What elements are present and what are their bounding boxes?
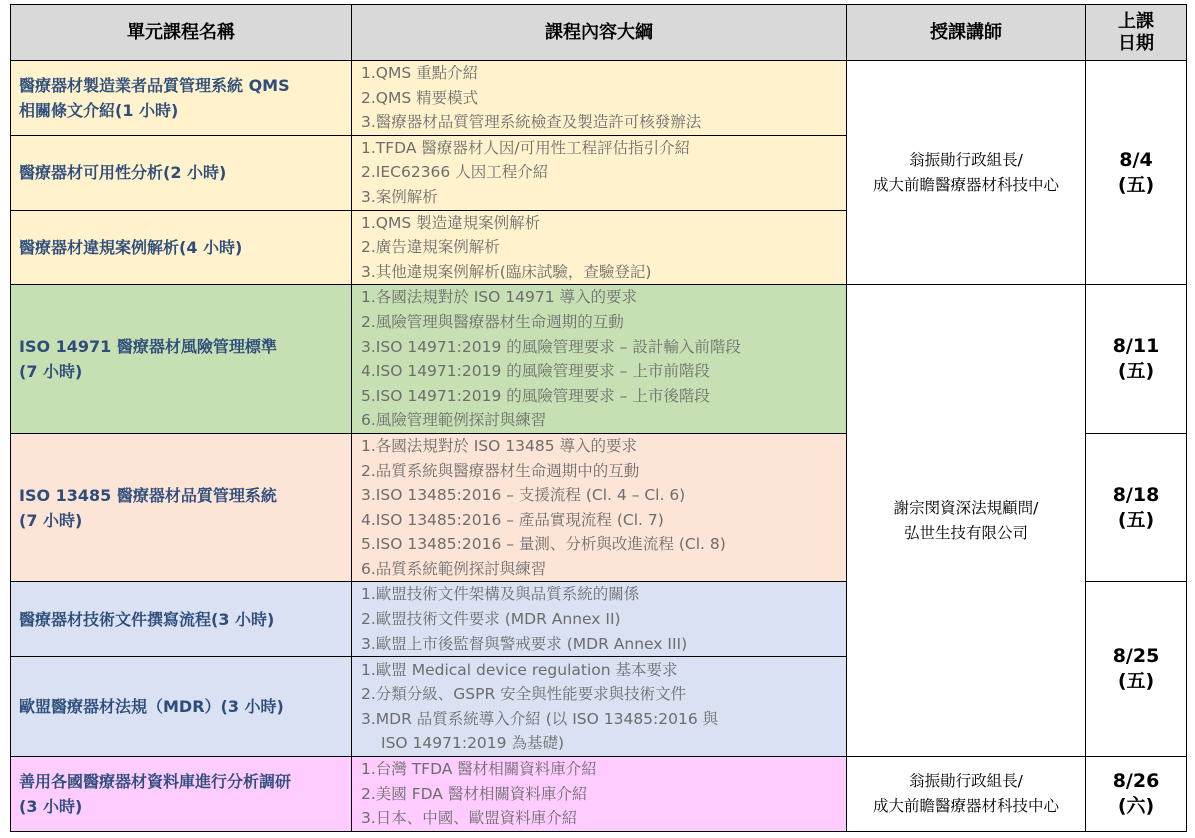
outline-item: 1.QMS 重點介紹 (361, 64, 479, 82)
course-name: ISO 13485 醫療器材品質管理系統 (7 小時) (11, 433, 352, 582)
outline-item: 3.案例解析 (361, 187, 438, 206)
table-row (11, 61, 1187, 136)
table-row (11, 285, 1187, 434)
lecturer-cell: 謝宗閔資深法規顧問/ 弘世生技有限公司 (847, 285, 1086, 757)
outline-item: 5.ISO 13485:2016 – 量測、分析與改進流程 (Cl. 8) (361, 535, 726, 554)
outline-item: 6.風險管理範例探討與練習 (361, 411, 547, 430)
outline-item: 2.IEC62366 人因工程介紹 (361, 163, 549, 182)
outline-item: 3.歐盟上市後監督與警戒要求 (MDR Annex III) (361, 634, 688, 653)
outline-item: 3.ISO 14971:2019 的風險管理要求 – 設計輸入前階段 (361, 337, 741, 356)
course-outline (352, 61, 847, 136)
date-cell: 8/4 (五) (1086, 61, 1187, 285)
date-cell: 8/18 (五) (1086, 433, 1187, 582)
outline-item: 2.分類分級、GSPR 安全與性能要求與技術文件 (361, 685, 687, 704)
course-name: 醫療器材製造業者品質管理系統 QMS 相關條文介紹(1 小時) (11, 61, 352, 136)
outline-item: 1.台灣 TFDA 醫材相關資料庫介紹 (361, 760, 597, 779)
header-date: 上課 日期 (1086, 5, 1187, 61)
course-outline (352, 757, 847, 832)
course-outline (352, 433, 847, 582)
header-lecturer: 授課講師 (847, 5, 1086, 61)
lecturer-cell: 翁振勛行政組長/ 成大前瞻醫療器材科技中心 (847, 61, 1086, 285)
outline-item: 1.QMS 製造違規案例解析 (361, 213, 541, 232)
course-name: 醫療器材可用性分析(2 小時) (11, 135, 352, 210)
lecturer-cell: 翁振勛行政組長/ 成大前瞻醫療器材科技中心 (847, 757, 1086, 832)
course-outline (352, 582, 847, 657)
outline-item: 3.其他違規案例解析(臨床試驗，查驗登記) (361, 262, 652, 281)
date-cell: 8/11 (五) (1086, 285, 1187, 434)
course-outline (352, 135, 847, 210)
outline-item: 4.ISO 13485:2016 – 產品實現流程 (Cl. 7) (361, 510, 664, 529)
outline-item: 2.品質系統與醫療器材生命週期中的互動 (361, 461, 640, 480)
course-name: 善用各國醫療器材資料庫進行分析調研 (3 小時) (11, 757, 352, 832)
course-name: 醫療器材違規案例解析(4 小時) (11, 210, 352, 285)
outline-item: 2.歐盟技術文件要求 (MDR Annex II) (361, 610, 621, 629)
course-name: ISO 14971 醫療器材風險管理標準 (7 小時) (11, 285, 352, 434)
outline-item: 1.各國法規對於 ISO 14971 導入的要求 (361, 288, 637, 307)
outline-item: 2.廣告違規案例解析 (361, 238, 500, 257)
outline-item: 1.各國法規對於 ISO 13485 導入的要求 (361, 436, 637, 455)
header-course-name: 單元課程名稱 (11, 5, 352, 61)
date-cell: 8/26 (六) (1086, 757, 1187, 832)
header-course-outline: 課程內容大綱 (352, 5, 847, 61)
outline-item: 3.ISO 13485:2016 – 支援流程 (Cl. 4 – Cl. 6) (361, 486, 686, 505)
outline-item: 4.ISO 14971:2019 的風險管理要求 – 上市前階段 (361, 362, 710, 381)
course-outline (352, 210, 847, 285)
course-name: 歐盟醫療器材法規（MDR）(3 小時) (11, 657, 352, 757)
outline-item: 2.美國 FDA 醫材相關資料庫介紹 (361, 784, 588, 803)
outline-item: 5.ISO 14971:2019 的風險管理要求 – 上市後階段 (361, 386, 710, 405)
outline-item: 3.日本、中國、歐盟資料庫介紹 (361, 809, 578, 828)
outline-item: 2.QMS 精要模式 (361, 88, 479, 107)
header-row (11, 5, 1187, 61)
outline-item: 1.歐盟技術文件架構及與品質系統的關係 (361, 585, 640, 604)
course-outline (352, 285, 847, 434)
outline-item: 3.MDR 品質系統導入介紹 (以 ISO 13485:2016 與 (361, 709, 719, 728)
outline-item: 3.醫療器材品質管理系統檢查及製造許可核發辦法 (361, 113, 702, 132)
outline-item: 6.品質系統範例探討與練習 (361, 559, 547, 578)
course-outline (352, 657, 847, 757)
table-row (11, 757, 1187, 832)
outline-item: 1.歐盟 Medical device regulation 基本要求 (361, 660, 678, 679)
date-cell: 8/25 (五) (1086, 582, 1187, 757)
course-name: 醫療器材技術文件撰寫流程(3 小時) (11, 582, 352, 657)
outline-item: 1.TFDA 醫療器材人因/可用性工程評估指引介紹 (361, 138, 691, 157)
outline-item: ISO 14971:2019 為基礎) (381, 734, 564, 753)
course-schedule-table (10, 4, 1187, 832)
outline-item: 2.風險管理與醫療器材生命週期的互動 (361, 312, 624, 331)
